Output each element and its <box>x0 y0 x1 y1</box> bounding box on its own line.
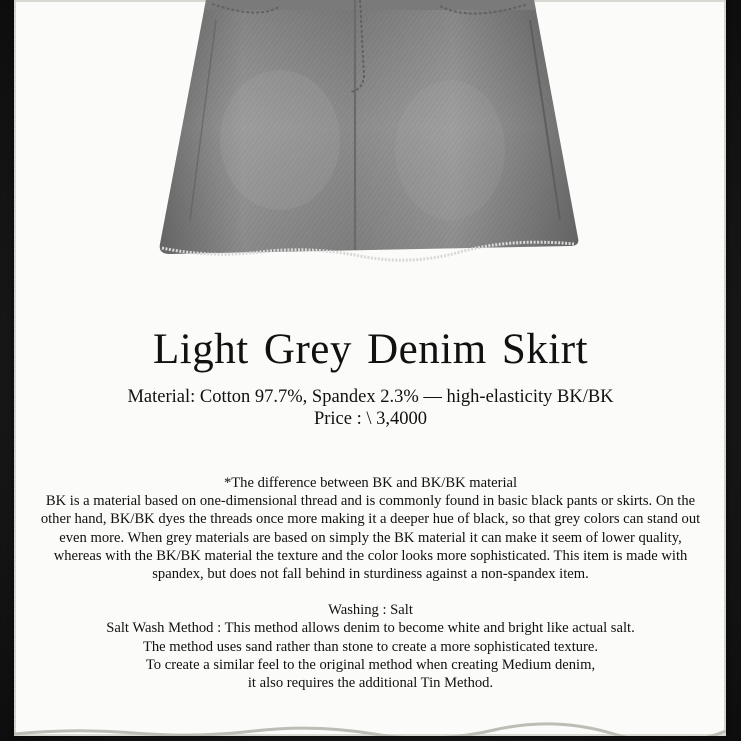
washing-line: The method uses sand rather than stone to create a more sophisticated texture. <box>142 638 599 655</box>
note-body: BK is a material based on one-dimensional thread and is commonly found in basic black pants or skirts. On the other hand, BK/BK dyes the threads once more making it a deeper hue of black, so that grey colors can stand out even more. When grey materials are based on simply the BK material it can make it seem of lower quality, whereas with the BK/BK material the texture and the color looks more sophisticated. This item is made with spandex, but does not fall behind in sturdiness against a non-spandex item. <box>40 493 701 583</box>
product-description <box>38 474 703 692</box>
product-title: Light Grey Denim Skirt <box>152 326 589 373</box>
washing-heading: Washing : Salt <box>328 602 413 619</box>
note-heading: *The difference between BK and BK/BK material <box>223 475 518 491</box>
washing-line: it also requires the additional Tin Method. <box>247 675 494 692</box>
denim-skirt-image <box>150 0 590 270</box>
price-info: Price : \ 3,4000 <box>313 409 428 429</box>
washing-line: To create a similar feel to the original method when creating Medium denim, <box>145 656 596 673</box>
material-info: Material: Cotton 97.7%, Spandex 2.3% — high-elasticity BK/BK <box>127 387 614 407</box>
skirt-photo <box>150 0 590 270</box>
washing-line: Salt Wash Method : This method allows denim to become white and bright like actual salt. <box>106 620 635 637</box>
